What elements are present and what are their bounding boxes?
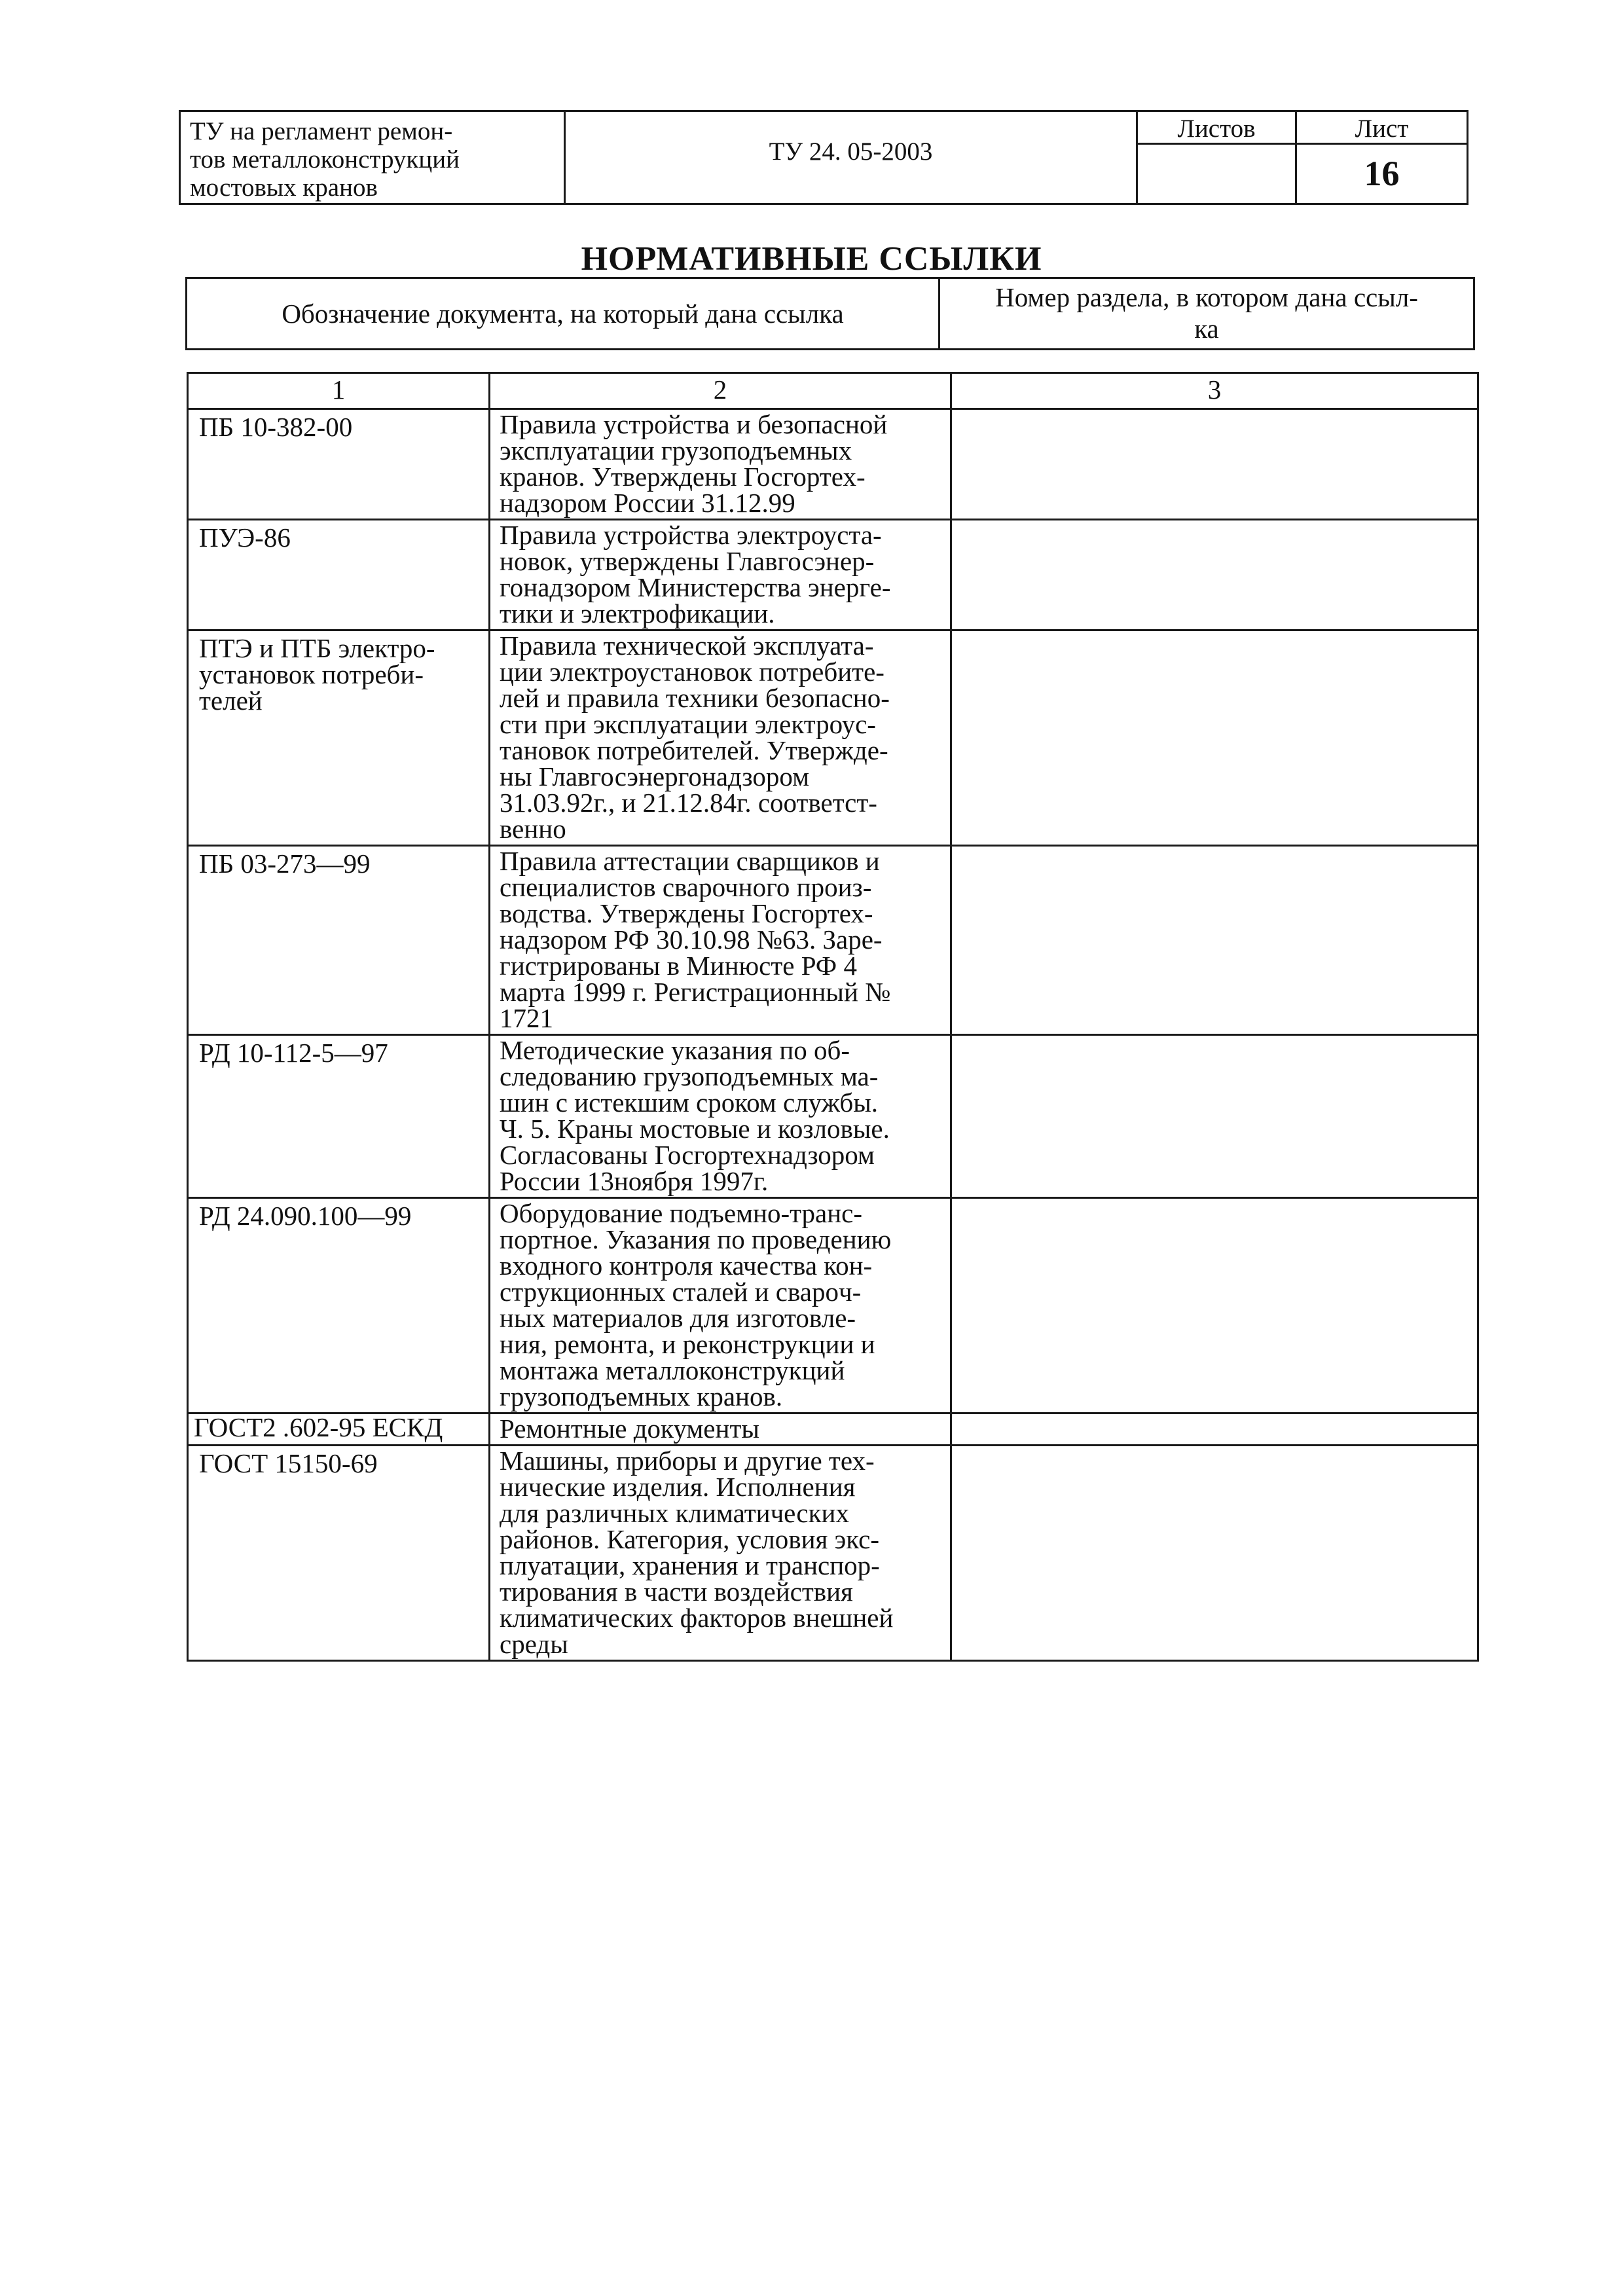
doc-title-line: Ремонтные документы xyxy=(500,1413,759,1444)
section-cell xyxy=(951,630,1478,846)
doc-title-line: Правила аттестации сварщиков и xyxy=(500,846,880,876)
doc-title-line: ния, ремонта, и реконструкции и xyxy=(500,1329,875,1359)
doc-title-line: эксплуатации грузоподъемных xyxy=(500,435,852,465)
doc-title-line: Согласованы Госгортехнадзором xyxy=(500,1140,875,1170)
doc-title-line: Оборудование подъемно-транс- xyxy=(500,1198,863,1228)
doc-title-cell xyxy=(490,1446,951,1661)
column-number-row xyxy=(188,373,1478,409)
doc-title-line: надзором РФ 30.10.98 №63. Заре- xyxy=(500,924,883,955)
doc-title-line: шин с истекшим сроком службы. xyxy=(500,1087,879,1118)
doc-title-line: сти при эксплуатации электроус- xyxy=(500,709,876,739)
doc-title-line: монтажа металлоконструкций xyxy=(500,1355,845,1385)
column-number: 1 xyxy=(188,373,490,409)
doc-code-line: РД 10-112-5—97 xyxy=(199,1038,388,1068)
doc-code-line: ГОСТ2 .602-95 ЕСКД xyxy=(194,1412,443,1442)
doc-title-line: Методические указания по об- xyxy=(500,1035,850,1065)
column-number: 3 xyxy=(951,373,1478,409)
doc-title-line: тирования в части воздействия xyxy=(500,1576,853,1607)
caption-section-number xyxy=(939,278,1474,350)
doc-title-line: ных материалов для изготовле- xyxy=(500,1303,856,1333)
doc-title-line: среды xyxy=(500,1629,568,1659)
doc-title-cell xyxy=(490,520,951,630)
doc-name-line: ТУ на регламент ремон- xyxy=(190,117,453,145)
doc-name-line: мостовых кранов xyxy=(190,173,378,202)
doc-title-line: струкционных сталей и сварoч- xyxy=(500,1277,862,1307)
doc-code-line: телей xyxy=(199,685,263,716)
section-cell xyxy=(951,1413,1478,1446)
doc-title-line: надзором России 31.12.99 xyxy=(500,488,795,518)
doc-code-cell xyxy=(188,520,490,630)
doc-title-line: портное. Указания по проведению xyxy=(500,1224,892,1254)
doc-code-line: ГОСТ 15150-69 xyxy=(199,1448,378,1478)
sheet-number: 16 xyxy=(1296,144,1468,204)
doc-title-line: Ч. 5. Краны мостовые и козловые. xyxy=(500,1114,890,1144)
doc-title-line: кранов. Утверждены Госгортех- xyxy=(500,462,866,492)
doc-title-cell xyxy=(490,630,951,846)
doc-title-line: гистрированы в Минюсте РФ 4 xyxy=(500,951,857,981)
column-number: 2 xyxy=(490,373,951,409)
section-cell xyxy=(951,409,1478,520)
doc-title-cell xyxy=(490,846,951,1035)
doc-title-line: следованию грузоподъемных ма- xyxy=(500,1061,879,1091)
table-row xyxy=(188,846,1478,1035)
doc-title-line: Машины, приборы и другие тех- xyxy=(500,1446,875,1476)
section-cell xyxy=(951,846,1478,1035)
doc-title-cell xyxy=(490,1198,951,1413)
doc-title-line: новок, утверждены Главгосэнер- xyxy=(500,546,875,576)
doc-title-line: гонадзором Министерства энерге- xyxy=(500,572,891,602)
doc-code-line: РД 24.090.100—99 xyxy=(199,1201,412,1231)
caption-line: Номер раздела, в котором дана ссыл- xyxy=(995,282,1418,312)
page-title: НОРМАТИВНЫЕ ССЫЛКИ xyxy=(581,240,1042,278)
doc-code-line: ПУЭ-86 xyxy=(199,522,291,553)
doc-code-line: установок потреби- xyxy=(199,659,424,689)
doc-title-line: климатических факторов внешней xyxy=(500,1603,894,1633)
doc-title-line: для различных климатических xyxy=(500,1498,849,1528)
doc-code-cell xyxy=(188,409,490,520)
doc-title-cell xyxy=(490,409,951,520)
sheet-label: Лист xyxy=(1296,111,1468,144)
doc-title-line: 31.03.92г., и 21.12.84г. соответст- xyxy=(500,788,877,818)
section-cell xyxy=(951,1035,1478,1198)
doc-title-line: России 13ноября 1997г. xyxy=(500,1166,769,1196)
header-stamp xyxy=(179,110,1468,205)
doc-code-cell xyxy=(188,1035,490,1198)
doc-code-cell xyxy=(188,1446,490,1661)
doc-name-line: тов металлоконструкций xyxy=(190,145,460,173)
sheets-label: Листов xyxy=(1137,111,1296,144)
doc-title-line: Правила устройства и безопасной xyxy=(500,409,888,439)
doc-title-line: входного контроля качества кон- xyxy=(500,1250,873,1281)
doc-title-line: районов. Категория, условия экс- xyxy=(500,1524,880,1554)
doc-title-line: венно xyxy=(500,814,566,844)
table-row xyxy=(188,630,1478,846)
section-cell xyxy=(951,1446,1478,1661)
doc-title-line: марта 1999 г. Регистрационный № xyxy=(500,977,891,1007)
table-row xyxy=(188,1198,1478,1413)
doc-title-line: нические изделия. Исполнения xyxy=(500,1472,856,1502)
doc-title-line: Правила технической эксплуата- xyxy=(500,630,874,661)
sheets-value xyxy=(1137,144,1296,204)
doc-name-cell xyxy=(180,111,565,204)
table-row xyxy=(188,409,1478,520)
doc-code-cell xyxy=(188,1198,490,1413)
doc-title-line: грузоподъемных кранов. xyxy=(500,1381,783,1412)
doc-code-line: ПТЭ и ПТБ электро- xyxy=(199,633,435,663)
table-row xyxy=(188,520,1478,630)
caption-doc-designation: Обозначение документа, на который дана ссылка xyxy=(187,278,939,350)
doc-code-line: ПБ 03-273—99 xyxy=(199,848,371,879)
doc-title-line: тики и электрофикации. xyxy=(500,598,775,629)
doc-title-cell xyxy=(490,1413,951,1446)
doc-title-line: ции электроустановок потребите- xyxy=(500,657,884,687)
doc-code: ТУ 24. 05-2003 xyxy=(565,111,1137,204)
doc-title-line: ны Главгосэнергонадзором xyxy=(500,761,810,792)
doc-title-cell xyxy=(490,1035,951,1198)
doc-title-line: водства. Утверждены Госгортех- xyxy=(500,898,873,928)
caption-line: ка xyxy=(1194,314,1219,344)
section-cell xyxy=(951,1198,1478,1413)
section-cell xyxy=(951,520,1478,630)
references-table xyxy=(187,372,1479,1662)
doc-code-line: ПБ 10-382-00 xyxy=(199,412,353,442)
doc-title-line: Правила устройства электроуста- xyxy=(500,520,882,550)
doc-title-line: 1721 xyxy=(500,1003,553,1033)
doc-code-cell xyxy=(188,846,490,1035)
doc-code-cell xyxy=(188,1413,490,1446)
doc-title-line: плуатации, хранения и транспор- xyxy=(500,1550,880,1580)
table-row xyxy=(188,1413,1478,1446)
doc-code-cell xyxy=(188,630,490,846)
table-row xyxy=(188,1035,1478,1198)
doc-title-line: специалистов сварочного произ- xyxy=(500,872,872,902)
doc-title-line: тановок потребителей. Утвержде- xyxy=(500,735,888,765)
table-row xyxy=(188,1446,1478,1661)
column-caption-table xyxy=(185,277,1475,350)
doc-title-line: лей и правила техники безопасно- xyxy=(500,683,890,713)
